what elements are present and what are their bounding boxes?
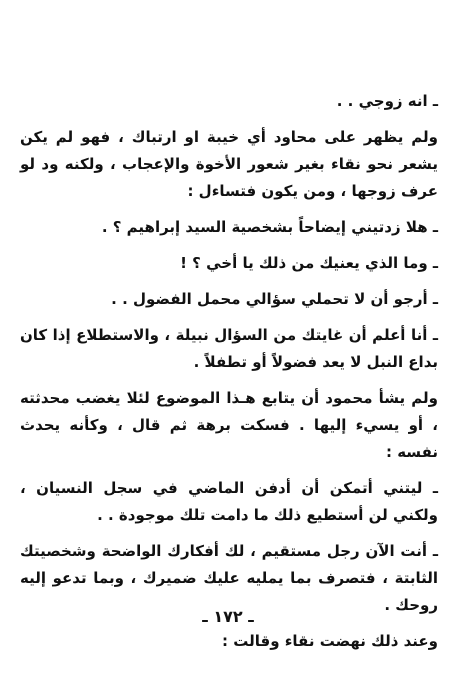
narrative-line-departure: وعند ذلك نهضت نقاء وقالت : xyxy=(222,632,438,650)
dialogue-line-forget-past: ـ ليتني أتمكن أن أدفن الماضي في سجل النسيان ، ولكني لن أستطيع ذلك ما دامت تلك موجودة . . xyxy=(20,479,438,524)
dialogue-line-wife: ـ انه زوجي . . xyxy=(336,92,438,110)
narrative-paragraph-reaction: ولم يظهر على محاود أي خيبة او ارتباك ، فهو لم يكن يشعر نحو نقاء بغير شعور الأخوة والإعجاب ، ولكنه ود لو عرف زوجها ، ومن يكون فتساءل : xyxy=(20,128,438,200)
dialogue-line-reply-brother: ـ وما الذي يعنيك من ذلك يا أخي ؟ ! xyxy=(180,254,438,272)
dialogue-line-upright-man: ـ أنت الآن رجل مستقيم ، لك أفكارك الواضحة وشخصيتك الثابتة ، فتصرف بما يمليه عليك ضميرك ، وبما تدعو إليه روحك . xyxy=(20,542,438,614)
body-text xyxy=(20,88,438,664)
dialogue-line-question-ibrahim: ـ هلا زدتيني إيضاحاً بشخصية السيد إبراهيم ؟ . xyxy=(101,218,438,236)
dialogue-line-noble-purpose: ـ أنا أعلم أن غايتك من السؤال نبيلة ، والاستطلاع إذا كان بداع النبل لا يعد فضولاً أو تطفلاً . xyxy=(20,326,438,371)
narrative-paragraph-silence: ولم يشأ محمود أن يتابع هـذا الموضوع لئلا يغضب محدثته ، أو يسيء إليها . فسكت برهة ثم قال ، وكأنه يحدث نفسه : xyxy=(20,389,438,461)
dialogue-line-curiosity: ـ أرجو أن لا تحملي سؤالي محمل الفضول . . xyxy=(111,290,438,308)
page-number: ـ ١٧٢ ـ xyxy=(202,607,254,626)
